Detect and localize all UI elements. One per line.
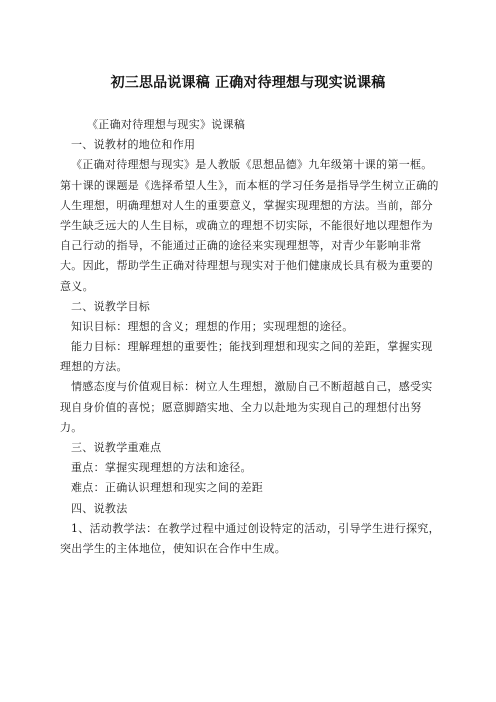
paragraph-line: 第十课的课题是《选择希望人生》，而本框的学习任务是指导学生树立正确的 — [60, 178, 439, 192]
document-title: 初三思品说课稿 正确对待理想与现实说课稿 — [110, 75, 386, 91]
paragraph-line: 1、活动教学法：在教学过程中通过创设特定的活动，引导学生进行探究， — [71, 521, 440, 535]
paragraph-line: 三、说教学重难点 — [71, 441, 162, 454]
paragraph-line: 意义。 — [60, 279, 94, 293]
paragraph-line: 力。 — [60, 420, 83, 434]
paragraph-line: 二、说教学目标 — [71, 299, 151, 313]
paragraph-line: 《正确对待理想与现实》是人教版《思想品德》九年级第十课的第一框。 — [71, 158, 433, 172]
paragraph-line: 能力目标：理解理想的重要性；能找到理想和现实之间的差距，掌握实现 — [71, 340, 433, 354]
paragraph-line: 理想的方法。 — [60, 360, 128, 374]
paragraph-line: 一、说教材的地位和作用 — [71, 138, 196, 152]
paragraph-line: 大。因此，帮助学生正确对待理想与现实对于他们健康成长具有极为重要的 — [60, 259, 433, 273]
paragraph-line: 现自身价值的喜悦；愿意脚踏实地、全力以赴地为实现自己的理想付出努 — [60, 400, 422, 414]
paragraph-line: 四、说教法 — [71, 501, 128, 515]
paragraph-line: 自己行动的指导，不能通过正确的途径来实现理想等，对青少年影响非常 — [60, 239, 422, 253]
paragraph-line: 《正确对待理想与现实》说课稿 — [87, 118, 246, 131]
paragraph-line: 人生理想，明确理想对人生的重要意义，掌握实现理想的方法。当前，部分 — [60, 198, 433, 212]
paragraph-line: 难点：正确认识理想和现实之间的差距 — [71, 481, 264, 495]
paragraph-line: 情感态度与价值观目标：树立人生理想，激励自己不断超越自己，感受实 — [71, 380, 433, 394]
document-body — [60, 115, 438, 559]
paragraph-line: 突出学生的主体地位，使知识在合作中生成。 — [60, 541, 286, 555]
paragraph-line: 学生缺乏远大的人生目标，或确立的理想不切实际，不能很好地以理想作为 — [60, 218, 433, 232]
paragraph-line: 重点：掌握实现理想的方法和途径。 — [71, 461, 252, 475]
paragraph-line: 知识目标：理想的含义；理想的作用；实现理想的途径。 — [71, 319, 354, 333]
